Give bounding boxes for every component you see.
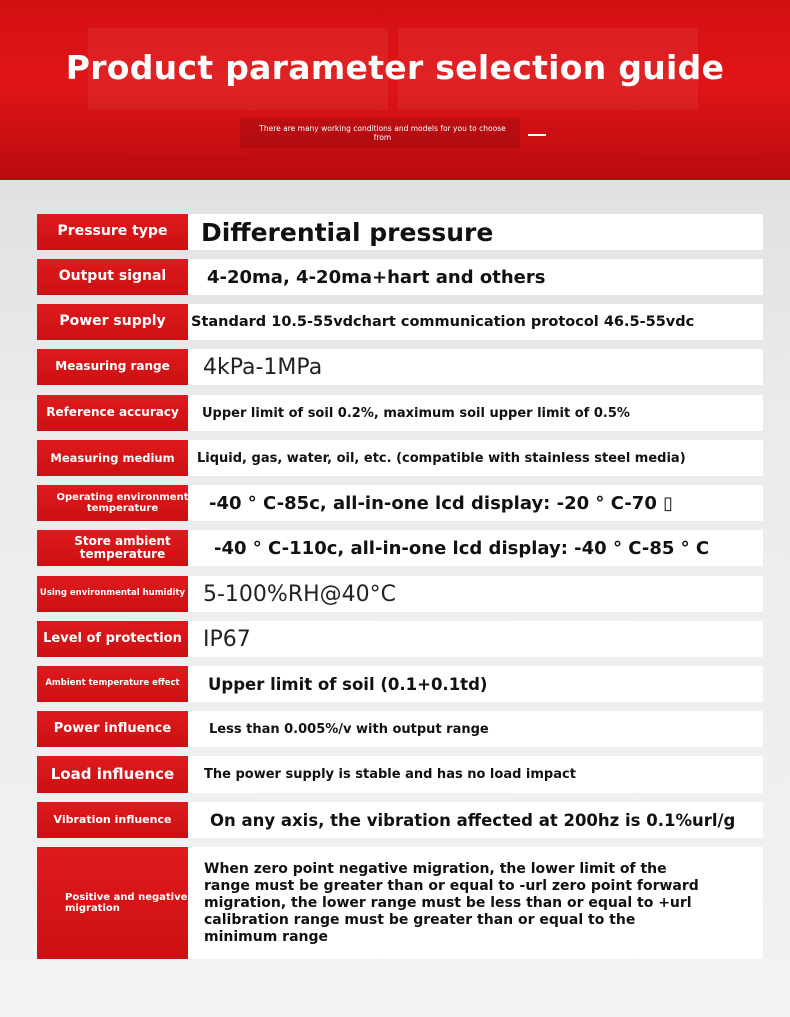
param-value: Upper limit of soil (0.1+0.1td) (188, 666, 763, 702)
param-label: Output signal (37, 259, 188, 295)
param-value: Upper limit of soil 0.2%, maximum soil upper limit of 0.5% (188, 395, 763, 431)
param-value: IP67 (188, 621, 763, 657)
param-row-measuring-medium (37, 440, 763, 476)
param-value: 4kPa-1MPa (188, 349, 763, 385)
param-row-operating-temperature (37, 485, 763, 521)
param-label: Reference accuracy (37, 395, 188, 431)
param-value: Liquid, gas, water, oil, etc. (compatible with stainless steel media) (188, 440, 763, 476)
param-label: Power supply (37, 304, 188, 340)
param-label: Level of protection (37, 621, 188, 657)
param-row-pressure-type (37, 214, 763, 250)
param-row-output-signal (37, 259, 763, 295)
param-value: The power supply is stable and has no load impact (188, 756, 763, 793)
param-row-measuring-range (37, 349, 763, 385)
param-row-protection-level (37, 621, 763, 657)
param-label: Power influence (37, 711, 188, 747)
param-value: 4-20ma, 4-20ma+hart and others (188, 259, 763, 295)
param-label: Ambient temperature effect (37, 666, 188, 702)
param-value: Differential pressure (188, 214, 763, 250)
param-value: 5-100%RH@40°C (188, 576, 763, 612)
page-title: Product parameter selection guide (65, 48, 725, 87)
param-label: Store ambient temperature (37, 530, 208, 566)
param-label: Operating environment temperature (37, 485, 208, 521)
param-value: -40 ° C-110c, all-in-one lcd display: -40 ° C-85 ° C (188, 530, 763, 566)
param-row-reference-accuracy (37, 395, 763, 431)
param-value: -40 ° C-85c, all-in-one lcd display: -20 ° C-70 ▯ (188, 485, 763, 521)
param-label: Measuring range (37, 349, 188, 385)
param-value: When zero point negative migration, the lower limit of the range must be greater than or equal to -url zero point forward migration, the lower range must be less than or equal to +url calibration range must be greater than or equal to the minimum range (188, 847, 763, 959)
param-row-vibration-influence (37, 802, 763, 838)
page-subtitle: There are many working conditions and models for you to choose from (259, 124, 506, 142)
subtitle-dash (528, 134, 546, 136)
header-banner (0, 0, 790, 180)
param-row-power-supply (37, 304, 763, 340)
param-row-power-influence (37, 711, 763, 747)
param-row-humidity (37, 576, 763, 612)
param-label: Positive and negative migration (37, 847, 188, 959)
param-row-storage-temperature (37, 530, 763, 566)
param-value: Less than 0.005%/v with output range (188, 711, 763, 747)
param-label: Pressure type (37, 214, 188, 250)
param-label: Vibration influence (37, 802, 188, 838)
param-row-ambient-temperature-effect (37, 666, 763, 702)
param-label: Load influence (37, 756, 188, 793)
param-label: Measuring medium (37, 440, 188, 476)
param-value: Standard 10.5-55vdchart communication protocol 46.5-55vdc (188, 304, 763, 340)
param-value: On any axis, the vibration affected at 200hz is 0.1%url/g (188, 802, 763, 838)
param-row-migration (37, 847, 763, 959)
param-label: Using environmental humidity (37, 576, 188, 612)
param-row-load-influence (37, 756, 763, 793)
